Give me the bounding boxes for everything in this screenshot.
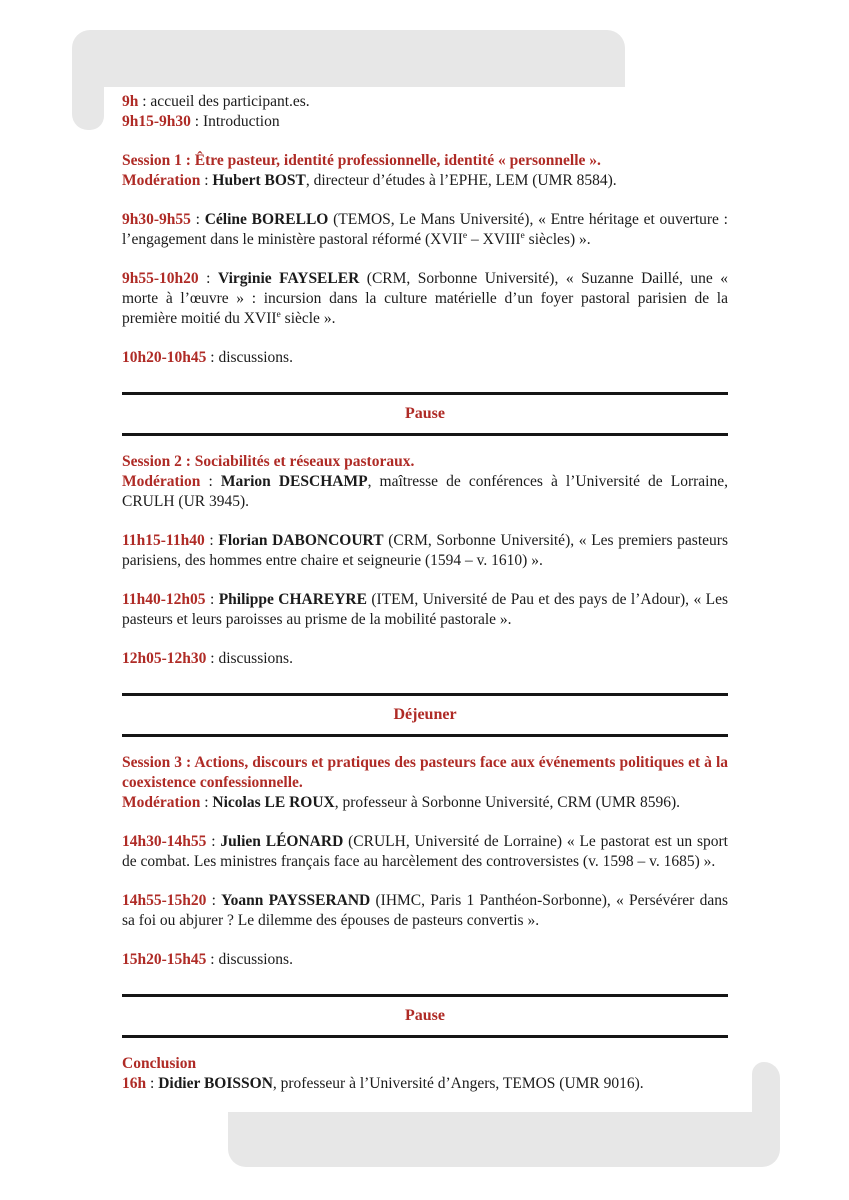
- time-label: 10h20-10h45: [122, 349, 207, 366]
- decorative-bottom-bar-shape: [228, 1112, 780, 1167]
- program-schedule: [122, 92, 728, 1094]
- time-label: 9h: [122, 93, 139, 110]
- text-run: :: [200, 794, 213, 811]
- text-run: :: [198, 270, 218, 287]
- decorative-top-bar-shape: [72, 30, 625, 87]
- text-run: , maîtresse de conférences à l’Université de Lorraine, CRULH (UR 3945).: [122, 473, 728, 510]
- speaker-name: Florian DABONCOURT: [218, 532, 384, 549]
- speaker-name: Julien LÉONARD: [220, 833, 344, 850]
- text-run: : discussions.: [206, 951, 293, 968]
- horizontal-rule: [122, 1035, 728, 1038]
- text-run: : discussions.: [206, 349, 293, 366]
- session-heading-text: Session 1 : Être pasteur, identité professionnelle, identité « personnelle ».: [122, 152, 601, 169]
- speaker-name: Yoann PAYSSERAND: [221, 892, 371, 909]
- text-run: siècles) ».: [524, 231, 591, 248]
- schedule-paragraph: [122, 753, 728, 793]
- superscript: e: [520, 229, 525, 241]
- decorative-top-left-tab-shape: [72, 60, 104, 130]
- session-heading-text: Modération: [122, 794, 201, 811]
- session-heading-text: Session 2 : Sociabilités et réseaux pastoraux.: [122, 453, 415, 470]
- break-label: Déjeuner: [393, 706, 457, 723]
- text-run: :: [146, 1075, 159, 1092]
- text-run: (CRM, Sorbonne Université), « Les premiers pasteurs parisiens, des hommes entre chaire et seigneurie (1594 – v. 1610) ».: [122, 532, 728, 569]
- schedule-paragraph: [122, 112, 728, 132]
- time-label: 9h55-10h20: [122, 270, 199, 287]
- text-run: : discussions.: [206, 650, 293, 667]
- time-label: 11h15-11h40: [122, 532, 205, 549]
- time-label: 14h30-14h55: [122, 833, 207, 850]
- time-label: 9h15-9h30: [122, 113, 191, 130]
- text-run: : accueil des participant.es.: [138, 93, 310, 110]
- text-run: :: [200, 473, 221, 490]
- schedule-paragraph: [122, 950, 728, 970]
- text-run: siècle ».: [280, 310, 336, 327]
- section-break: [122, 994, 728, 1038]
- text-run: , professeur à Sorbonne Université, CRM (UMR 8596).: [334, 794, 680, 811]
- session-heading-text: Session 3 : Actions, discours et pratiques des pasteurs face aux événements politiques et à la coexistence confessionnelle.: [122, 754, 728, 791]
- text-run: : Introduction: [190, 113, 280, 130]
- text-run: (CRM, Sorbonne Université), « Suzanne Daillé, une « morte à l’œuvre » : incursion dans la culture matérielle d’un foyer pastoral parisien de la première moitié du XVII: [122, 270, 728, 327]
- session-heading-text: Conclusion: [122, 1055, 197, 1072]
- schedule-paragraph: [122, 452, 728, 472]
- time-label: 12h05-12h30: [122, 650, 207, 667]
- text-run: :: [204, 532, 219, 549]
- schedule-paragraph: [122, 269, 728, 329]
- text-run: (IHMC, Paris 1 Panthéon-Sorbonne), « Persévérer dans sa foi ou abjurer ? Le dilemme des épouses de pasteurs convertis ».: [122, 892, 728, 929]
- speaker-name: Marion DESCHAMP: [220, 473, 368, 490]
- time-label: 9h30-9h55: [122, 211, 191, 228]
- text-run: (CRULH, Université de Lorraine) « Le pastorat est un sport de combat. Les ministres français face au harcèlement des controversistes (v. 1598 – v. 1685) ».: [122, 833, 728, 870]
- section-break: [122, 693, 728, 737]
- text-run: :: [205, 591, 219, 608]
- text-run: (TEMOS, Le Mans Université), « Entre héritage et ouverture : l’engagement dans le ministère pastoral réformé (XVII: [122, 211, 728, 248]
- text-run: , professeur à l’Université d’Angers, TEMOS (UMR 9016).: [272, 1075, 644, 1092]
- schedule-paragraph: [122, 649, 728, 669]
- schedule-paragraph: [122, 891, 728, 931]
- session-heading-text: Modération: [122, 473, 201, 490]
- schedule-paragraph: [122, 1074, 728, 1094]
- schedule-paragraph: [122, 472, 728, 512]
- schedule-paragraph: [122, 832, 728, 872]
- text-run: :: [190, 211, 205, 228]
- break-label: Pause: [405, 405, 445, 422]
- time-label: 14h55-15h20: [122, 892, 207, 909]
- horizontal-rule: [122, 734, 728, 737]
- text-run: – XVIII: [467, 231, 521, 248]
- speaker-name: Didier BOISSON: [158, 1075, 273, 1092]
- schedule-paragraph: [122, 590, 728, 630]
- time-label: 16h: [122, 1075, 147, 1092]
- speaker-name: Hubert BOST: [212, 172, 306, 189]
- session-heading-text: Modération: [122, 172, 201, 189]
- text-run: :: [206, 892, 222, 909]
- section-break: [122, 392, 728, 436]
- speaker-name: Philippe CHAREYRE: [218, 591, 367, 608]
- schedule-paragraph: [122, 210, 728, 250]
- schedule-paragraph: [122, 171, 728, 191]
- decorative-bottom-right-tab-shape: [752, 1062, 780, 1122]
- speaker-name: Virginie FAYSELER: [217, 270, 360, 287]
- schedule-paragraph: [122, 1054, 728, 1074]
- superscript: e: [276, 308, 281, 320]
- time-label: 15h20-15h45: [122, 951, 207, 968]
- speaker-name: Nicolas LE ROUX: [212, 794, 335, 811]
- schedule-paragraph: [122, 793, 728, 813]
- schedule-paragraph: [122, 92, 728, 112]
- text-run: :: [200, 172, 213, 189]
- break-label: Pause: [405, 1007, 445, 1024]
- text-run: :: [206, 833, 221, 850]
- text-run: (ITEM, Université de Pau et des pays de l’Adour), « Les pasteurs et leurs paroisses au prisme de la mobilité pastorale ».: [122, 591, 728, 628]
- superscript: e: [462, 229, 468, 241]
- text-run: , directeur d’études à l’EPHE, LEM (UMR 8584).: [305, 172, 617, 189]
- schedule-paragraph: [122, 531, 728, 571]
- horizontal-rule: [122, 433, 728, 436]
- schedule-paragraph: [122, 151, 728, 171]
- schedule-paragraph: [122, 348, 728, 368]
- time-label: 11h40-12h05: [122, 591, 206, 608]
- speaker-name: Céline BORELLO: [204, 211, 329, 228]
